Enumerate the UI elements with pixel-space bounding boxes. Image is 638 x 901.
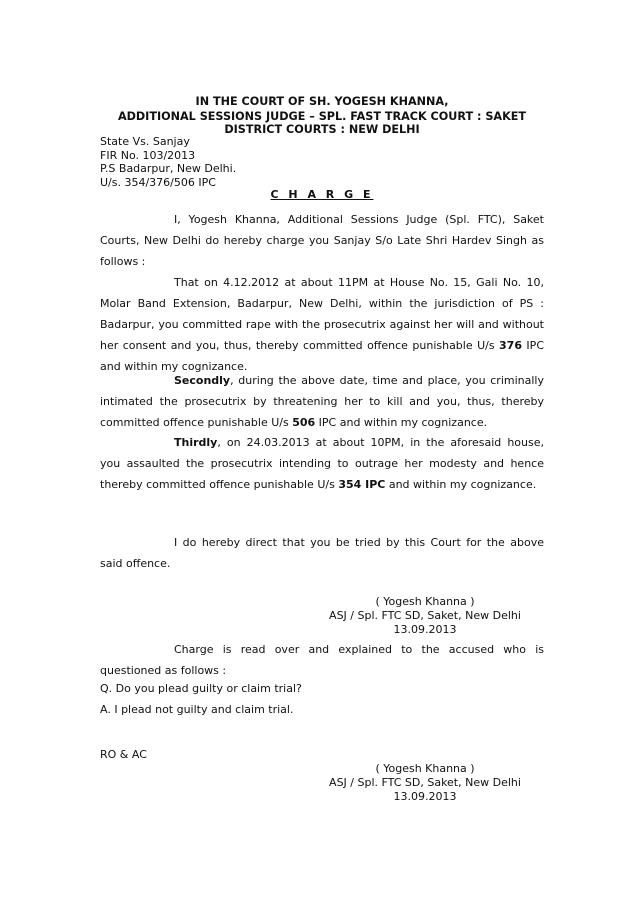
judge-name: ( Yogesh Khanna ) (375, 762, 475, 775)
question-line: Q. Do you plead guilty or claim trial? (100, 682, 302, 695)
third-charge-text: , on 24.03.2013 at about 10PM, in the aforesaid house, you assaulted the prosecutrix intending to outrage her modesty and hence thereby committed offence punishable U/s (100, 436, 544, 491)
court-heading-line3: DISTRICT COURTS : NEW DELHI (224, 123, 420, 136)
signature-block-1 (300, 595, 550, 637)
court-heading-line1: IN THE COURT OF SH. YOGESH KHANNA, (195, 95, 449, 108)
charge-title: C H A R G E (270, 188, 374, 201)
second-charge-tail: IPC and within my cognizance. (315, 416, 488, 429)
signature-block-2 (300, 762, 550, 804)
ro-ac-line: RO & AC (100, 748, 147, 761)
second-charge-paragraph (100, 370, 544, 433)
signature-date: 13.09.2013 (393, 790, 457, 803)
ipc-sections: U/s. 354/376/506 IPC (100, 175, 216, 189)
charge-read-paragraph (100, 639, 544, 681)
thirdly-label: Thirdly (174, 436, 218, 449)
section-506: 506 (292, 416, 316, 429)
judge-designation: ASJ / Spl. FTC SD, Saket, New Delhi (329, 776, 521, 789)
first-charge-tail: IPC and within my cognizance. (100, 339, 544, 373)
case-title: State Vs. Sanjay (100, 135, 190, 148)
charge-intro-paragraph (100, 209, 544, 272)
judge-name: ( Yogesh Khanna ) (375, 595, 475, 608)
charge-read-text: Charge is read over and explained to the accused who is questioned as follows : (100, 643, 544, 677)
third-charge-tail: and within my cognizance. (385, 478, 537, 491)
first-charge-paragraph (100, 272, 544, 377)
secondly-label: Secondly (174, 374, 231, 387)
fir-number: FIR No. 103/2013 (100, 148, 196, 162)
signature-date: 13.09.2013 (393, 623, 457, 636)
court-heading-line2: ADDITIONAL SESSIONS JUDGE – SPL. FAST TRACK COURT : SAKET (117, 110, 527, 123)
first-charge-text: That on 4.12.2012 at about 11PM at House No. 15, Gali No. 10, Molar Band Extension, Badarpur, New Delhi, within the jurisdiction of PS : Badarpur, you committed rape with the prosecutrix against her will and without her consent and you, thus, thereby committed offence punishable U/s (100, 276, 544, 352)
charge-intro-text: I, Yogesh Khanna, Additional Sessions Judge (Spl. FTC), Saket Courts, New Delhi do hereby charge you Sanjay S/o Late Shri Hardev Singh as follows : (100, 213, 544, 268)
section-376: 376 (499, 339, 522, 352)
second-charge-text: , during the above date, time and place, you criminally intimated the prosecutrix by threatening her to kill and you, thus, thereby committed offence punishable U/s (100, 374, 544, 429)
trial-direction-text: I do hereby direct that you be tried by this Court for the above said offence. (100, 536, 544, 570)
judge-designation: ASJ / Spl. FTC SD, Saket, New Delhi (329, 609, 521, 622)
trial-direction-paragraph (100, 532, 544, 574)
answer-line: A. I plead not guilty and claim trial. (100, 703, 294, 716)
third-charge-paragraph (100, 432, 544, 495)
section-354: 354 IPC (338, 478, 386, 491)
police-station: P.S Badarpur, New Delhi. (100, 162, 237, 175)
case-details (100, 135, 236, 189)
